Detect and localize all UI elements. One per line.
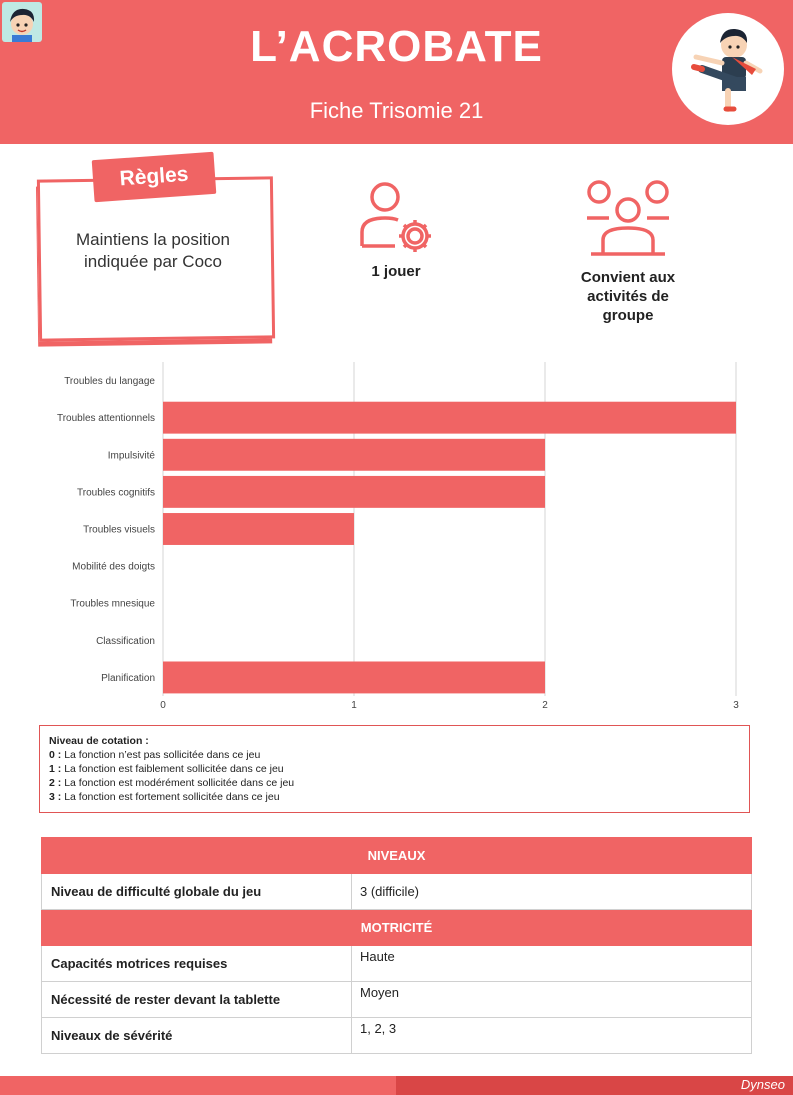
footer-bar — [0, 1076, 396, 1095]
chart-category-label: Troubles mnesique — [70, 598, 155, 610]
severity-label: Niveaux de sévérité — [42, 1018, 352, 1054]
difficulty-label: Niveau de difficulté globale du jeu — [42, 874, 352, 910]
chart-x-tick-label: 1 — [351, 700, 357, 711]
chart-x-tick-label: 3 — [733, 700, 739, 711]
chart-bar — [163, 439, 545, 471]
chart-category-label: Classification — [96, 635, 155, 647]
rating-legend — [39, 725, 750, 813]
chart-category-label: Impulsivité — [107, 450, 155, 462]
chart-bar — [163, 661, 545, 693]
dynseo-logo: Dynseo — [740, 1077, 785, 1092]
boy-avatar-icon — [2, 2, 42, 42]
legend-title: Niveau de cotation : — [49, 735, 149, 747]
legend-item: 2 : La fonction est modérément sollicitée dans ce jeu — [49, 777, 295, 789]
info-table — [41, 837, 752, 1054]
legend-item: 1 : La fonction est faiblement sollicitée dans ce jeu — [49, 763, 284, 775]
niveaux-header: NIVEAUX — [42, 838, 752, 874]
tablet-label: Nécessité de rester devant la tablette — [42, 982, 352, 1018]
page-subtitle: Fiche Trisomie 21 — [309, 98, 484, 123]
group-label: Convient aux activités de groupe — [580, 269, 676, 324]
group-icon — [585, 180, 671, 256]
chart-x-tick-label: 2 — [542, 700, 548, 711]
legend-item: 3 : La fonction est fortement sollicitée dans ce jeu — [49, 791, 280, 803]
rules-text: Maintiens la position indiquée par Coco — [75, 230, 231, 271]
difficulty-value: 3 (difficile) — [352, 874, 752, 910]
chart-bar — [163, 476, 545, 508]
motricite-header: MOTRICITÉ — [42, 910, 752, 946]
legend-item: 0 : La fonction n’est pas sollicitée dans ce jeu — [49, 749, 261, 761]
acrobat-character-icon — [672, 13, 784, 125]
chart-category-label: Mobilité des doigts — [72, 561, 155, 573]
footer-bar-dark — [396, 1076, 793, 1095]
motor-label: Capacités motrices requises — [42, 946, 352, 982]
chart-category-label: Troubles attentionnels — [56, 413, 155, 425]
rules-tag: Règles — [92, 152, 217, 202]
tablet-value: Moyen — [352, 982, 752, 1018]
players-label: 1 jouer — [371, 263, 421, 280]
chart-bar — [163, 513, 354, 545]
severity-value: 1, 2, 3 — [352, 1018, 752, 1054]
chart-category-label: Troubles visuels — [83, 524, 155, 536]
chart-category-label: Planification — [101, 672, 155, 684]
skills-bar-chart — [0, 360, 793, 720]
chart-category-label: Troubles cognitifs — [77, 487, 155, 499]
chart-bar — [163, 402, 736, 434]
chart-category-label: Troubles du langage — [64, 376, 155, 388]
motor-value: Haute — [352, 946, 752, 982]
player-gear-icon — [357, 180, 437, 258]
chart-x-tick-label: 0 — [160, 700, 166, 711]
page-title: L’ACROBATE — [250, 22, 543, 71]
